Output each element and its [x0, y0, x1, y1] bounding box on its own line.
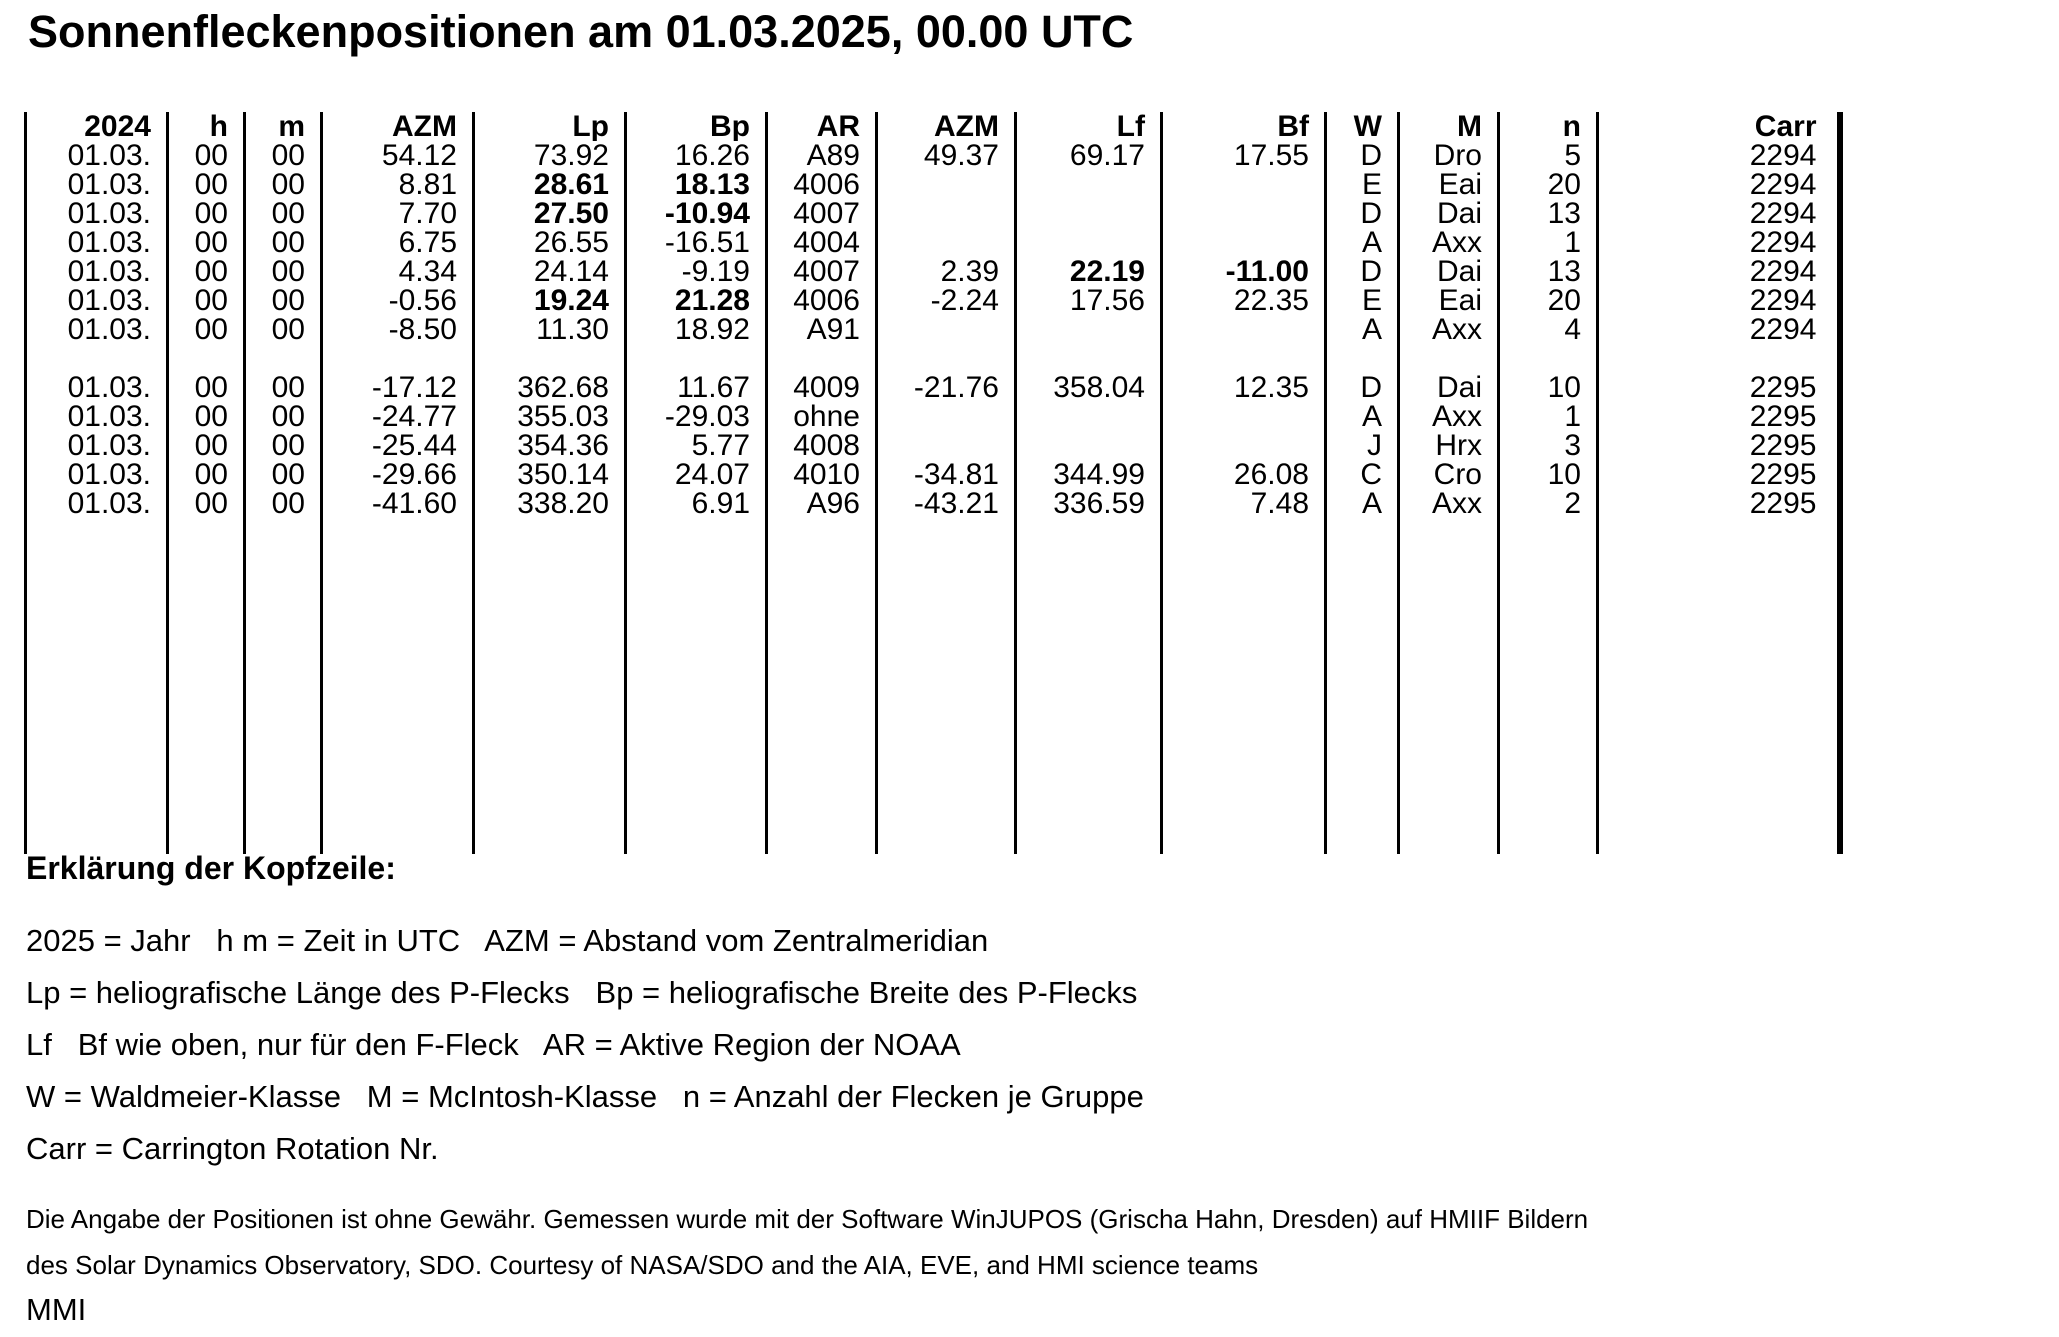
cell-lp: 362.68 — [474, 373, 626, 402]
cell-azm: 54.12 — [322, 141, 474, 170]
table-filler-row — [26, 518, 1840, 854]
cell-lf — [1016, 315, 1162, 344]
table-row — [26, 373, 1840, 402]
cell-2024: 01.03. — [26, 286, 168, 315]
table-header — [26, 112, 1840, 141]
cell-azm: -0.56 — [322, 286, 474, 315]
cell-azm-f — [877, 228, 1016, 257]
cell-2024: 01.03. — [26, 489, 168, 518]
cell-carr: 2295 — [1598, 489, 1840, 518]
cell-azm: -41.60 — [322, 489, 474, 518]
cell-2024: 01.03. — [26, 228, 168, 257]
filler-cell — [1326, 518, 1399, 854]
filler-cell — [1499, 518, 1598, 854]
filler-cell — [26, 518, 168, 854]
filler-cell — [168, 518, 245, 854]
cell-bf — [1162, 228, 1326, 257]
cell-w: E — [1326, 170, 1399, 199]
filler-cell — [1162, 518, 1326, 854]
cell-h: 00 — [168, 286, 245, 315]
cell-bf: 22.35 — [1162, 286, 1326, 315]
cell-n: 10 — [1499, 460, 1598, 489]
cell-azm: 7.70 — [322, 199, 474, 228]
cell-bp: 18.13 — [626, 170, 767, 199]
cell-bp: -10.94 — [626, 199, 767, 228]
cell-azm-f — [877, 199, 1016, 228]
page-title: Sonnenfleckenpositionen am 01.03.2025, 00.00 UTC — [28, 6, 1134, 57]
cell-azm-f: -43.21 — [877, 489, 1016, 518]
cell-bp: 21.28 — [626, 286, 767, 315]
table-body — [26, 141, 1840, 854]
table-row — [26, 460, 1840, 489]
column-header-bf: Bf — [1162, 112, 1326, 141]
cell-carr: 2295 — [1598, 402, 1840, 431]
cell-2024: 01.03. — [26, 373, 168, 402]
cell-ar: 4006 — [767, 170, 877, 199]
cell-m: Axx — [1399, 489, 1499, 518]
cell-n: 20 — [1499, 170, 1598, 199]
cell-m: Axx — [1399, 402, 1499, 431]
cell-azm-f: -34.81 — [877, 460, 1016, 489]
cell-2024: 01.03. — [26, 199, 168, 228]
cell-carr: 2294 — [1598, 170, 1840, 199]
cell-w: E — [1326, 286, 1399, 315]
cell-ar: A91 — [767, 315, 877, 344]
column-header-w: W — [1326, 112, 1399, 141]
cell-m: 00 — [245, 228, 322, 257]
cell-ar: 4008 — [767, 431, 877, 460]
cell-azm: 4.34 — [322, 257, 474, 286]
cell-m — [1399, 344, 1499, 373]
cell-m: 00 — [245, 199, 322, 228]
cell-azm-f — [877, 170, 1016, 199]
cell-n: 5 — [1499, 141, 1598, 170]
cell-carr: 2294 — [1598, 228, 1840, 257]
cell-azm: 8.81 — [322, 170, 474, 199]
cell-m: Axx — [1399, 315, 1499, 344]
cell-ar: ohne — [767, 402, 877, 431]
cell-h: 00 — [168, 373, 245, 402]
cell-ar: 4006 — [767, 286, 877, 315]
legend-lines — [26, 915, 1144, 1175]
cell-w: A — [1326, 315, 1399, 344]
legend-heading: Erklärung der Kopfzeile: — [26, 850, 396, 886]
table-row — [26, 431, 1840, 460]
cell-h: 00 — [168, 431, 245, 460]
cell-bp: 24.07 — [626, 460, 767, 489]
cell-bf: 7.48 — [1162, 489, 1326, 518]
footer-signature: MMI — [26, 1292, 87, 1327]
cell-azm-f: 2.39 — [877, 257, 1016, 286]
cell-azm: -25.44 — [322, 431, 474, 460]
cell-w: D — [1326, 257, 1399, 286]
cell-carr: 2295 — [1598, 460, 1840, 489]
cell-m: 00 — [245, 286, 322, 315]
cell-bp: -9.19 — [626, 257, 767, 286]
cell-lp: 24.14 — [474, 257, 626, 286]
cell-ar: 4007 — [767, 199, 877, 228]
cell-m: Hrx — [1399, 431, 1499, 460]
cell-carr: 2294 — [1598, 315, 1840, 344]
filler-cell — [877, 518, 1016, 854]
table-row — [26, 199, 1840, 228]
cell-h: 00 — [168, 315, 245, 344]
cell-carr: 2294 — [1598, 141, 1840, 170]
cell-n: 20 — [1499, 286, 1598, 315]
cell-w: C — [1326, 460, 1399, 489]
cell-lf: 22.19 — [1016, 257, 1162, 286]
cell-2024: 01.03. — [26, 315, 168, 344]
table-row — [26, 402, 1840, 431]
column-header-h: h — [168, 112, 245, 141]
cell-bf — [1162, 402, 1326, 431]
cell-m: 00 — [245, 373, 322, 402]
cell-azm: -24.77 — [322, 402, 474, 431]
cell-m: Cro — [1399, 460, 1499, 489]
cell-carr: 2294 — [1598, 257, 1840, 286]
cell-ar: A96 — [767, 489, 877, 518]
filler-cell — [767, 518, 877, 854]
cell-azm-f — [877, 315, 1016, 344]
legend-line-lf-bf-ar: Lf Bf wie oben, nur für den F-Fleck AR = Aktive Region der NOAA — [26, 1027, 961, 1062]
cell-2024 — [26, 344, 168, 373]
cell-bf — [1162, 344, 1326, 373]
cell-azm — [322, 344, 474, 373]
cell-bp: 16.26 — [626, 141, 767, 170]
filler-cell — [1016, 518, 1162, 854]
cell-azm-f: 49.37 — [877, 141, 1016, 170]
cell-lp: 28.61 — [474, 170, 626, 199]
cell-lp: 338.20 — [474, 489, 626, 518]
cell-carr: 2295 — [1598, 373, 1840, 402]
cell-h: 00 — [168, 199, 245, 228]
cell-bp: 18.92 — [626, 315, 767, 344]
legend-line-w-m-n: W = Waldmeier-Klasse M = McIntosh-Klasse n = Anzahl der Flecken je Gruppe — [26, 1079, 1144, 1114]
cell-ar: 4009 — [767, 373, 877, 402]
cell-m: 00 — [245, 489, 322, 518]
column-header-azm: AZM — [877, 112, 1016, 141]
table-row — [26, 315, 1840, 344]
cell-m: Dro — [1399, 141, 1499, 170]
cell-n: 1 — [1499, 228, 1598, 257]
table-row — [26, 228, 1840, 257]
positions-table — [24, 112, 1843, 854]
column-header-azm: AZM — [322, 112, 474, 141]
cell-azm-f — [877, 344, 1016, 373]
cell-ar — [767, 344, 877, 373]
cell-lp: 354.36 — [474, 431, 626, 460]
cell-m — [245, 344, 322, 373]
cell-m: 00 — [245, 170, 322, 199]
cell-bf — [1162, 315, 1326, 344]
table-row — [26, 489, 1840, 518]
cell-bf — [1162, 199, 1326, 228]
cell-ar: 4007 — [767, 257, 877, 286]
cell-w: D — [1326, 199, 1399, 228]
column-header-2024: 2024 — [26, 112, 168, 141]
cell-azm: -17.12 — [322, 373, 474, 402]
cell-bp: 6.91 — [626, 489, 767, 518]
cell-h: 00 — [168, 489, 245, 518]
cell-lf — [1016, 402, 1162, 431]
cell-lf: 336.59 — [1016, 489, 1162, 518]
cell-h: 00 — [168, 141, 245, 170]
table-row — [26, 141, 1840, 170]
cell-w: J — [1326, 431, 1399, 460]
cell-n: 4 — [1499, 315, 1598, 344]
column-header-ar: AR — [767, 112, 877, 141]
cell-ar: 4004 — [767, 228, 877, 257]
disclaimer-line-2: des Solar Dynamics Observatory, SDO. Courtesy of NASA/SDO and the AIA, EVE, and HMI science teams — [26, 1250, 1259, 1280]
cell-h: 00 — [168, 170, 245, 199]
filler-cell — [322, 518, 474, 854]
table-row — [26, 257, 1840, 286]
disclaimer — [26, 1196, 1588, 1288]
cell-2024: 01.03. — [26, 402, 168, 431]
cell-lf: 358.04 — [1016, 373, 1162, 402]
cell-lf — [1016, 170, 1162, 199]
cell-bp: -16.51 — [626, 228, 767, 257]
cell-carr: 2294 — [1598, 286, 1840, 315]
cell-n: 10 — [1499, 373, 1598, 402]
cell-lf — [1016, 228, 1162, 257]
cell-m: Dai — [1399, 373, 1499, 402]
cell-bf: 12.35 — [1162, 373, 1326, 402]
cell-m: 00 — [245, 402, 322, 431]
cell-bf — [1162, 170, 1326, 199]
filler-cell — [626, 518, 767, 854]
cell-n: 13 — [1499, 257, 1598, 286]
column-header-n: n — [1499, 112, 1598, 141]
cell-w: A — [1326, 228, 1399, 257]
cell-bf: 26.08 — [1162, 460, 1326, 489]
cell-n — [1499, 344, 1598, 373]
cell-lp: 19.24 — [474, 286, 626, 315]
column-header-m: m — [245, 112, 322, 141]
cell-lf — [1016, 431, 1162, 460]
cell-m: Dai — [1399, 257, 1499, 286]
cell-2024: 01.03. — [26, 431, 168, 460]
cell-lp — [474, 344, 626, 373]
cell-bp: -29.03 — [626, 402, 767, 431]
cell-azm-f: -2.24 — [877, 286, 1016, 315]
positions-table-container — [24, 112, 1843, 854]
filler-cell — [245, 518, 322, 854]
cell-bp: 5.77 — [626, 431, 767, 460]
legend-line-lp-bp: Lp = heliografische Länge des P-Flecks Bp = heliografische Breite des P-Flecks — [26, 975, 1138, 1010]
cell-m: Dai — [1399, 199, 1499, 228]
cell-m: 00 — [245, 460, 322, 489]
cell-m: Axx — [1399, 228, 1499, 257]
cell-azm-f — [877, 402, 1016, 431]
filler-cell — [474, 518, 626, 854]
cell-2024: 01.03. — [26, 257, 168, 286]
cell-lf: 17.56 — [1016, 286, 1162, 315]
cell-azm: -29.66 — [322, 460, 474, 489]
column-header-bp: Bp — [626, 112, 767, 141]
cell-carr — [1598, 344, 1840, 373]
column-header-lf: Lf — [1016, 112, 1162, 141]
cell-carr: 2294 — [1598, 199, 1840, 228]
cell-azm-f — [877, 431, 1016, 460]
cell-bp: 11.67 — [626, 373, 767, 402]
cell-ar: 4010 — [767, 460, 877, 489]
cell-2024: 01.03. — [26, 170, 168, 199]
cell-bf — [1162, 431, 1326, 460]
filler-cell — [1598, 518, 1840, 854]
cell-n: 3 — [1499, 431, 1598, 460]
column-header-lp: Lp — [474, 112, 626, 141]
cell-azm-f: -21.76 — [877, 373, 1016, 402]
legend-line-carr: Carr = Carrington Rotation Nr. — [26, 1131, 439, 1166]
cell-m: 00 — [245, 315, 322, 344]
cell-w: D — [1326, 141, 1399, 170]
table-row — [26, 286, 1840, 315]
cell-w: A — [1326, 489, 1399, 518]
cell-lp: 26.55 — [474, 228, 626, 257]
cell-m: Eai — [1399, 286, 1499, 315]
cell-2024: 01.03. — [26, 141, 168, 170]
cell-bf: 17.55 — [1162, 141, 1326, 170]
cell-h: 00 — [168, 402, 245, 431]
column-header-m: M — [1399, 112, 1499, 141]
cell-m: 00 — [245, 257, 322, 286]
cell-m: Eai — [1399, 170, 1499, 199]
cell-lp: 350.14 — [474, 460, 626, 489]
cell-w: A — [1326, 402, 1399, 431]
cell-lp: 73.92 — [474, 141, 626, 170]
cell-lp: 355.03 — [474, 402, 626, 431]
disclaimer-line-1: Die Angabe der Positionen ist ohne Gewähr. Gemessen wurde mit der Software WinJUPOS (Grischa Hahn, Dresden) auf HMIIF Bildern — [26, 1204, 1589, 1234]
cell-w: D — [1326, 373, 1399, 402]
cell-lp: 11.30 — [474, 315, 626, 344]
cell-m: 00 — [245, 431, 322, 460]
filler-cell — [1399, 518, 1499, 854]
cell-h — [168, 344, 245, 373]
spacer-row — [26, 344, 1840, 373]
cell-lf: 344.99 — [1016, 460, 1162, 489]
cell-lf — [1016, 344, 1162, 373]
cell-lp: 27.50 — [474, 199, 626, 228]
legend-line-year: 2025 = Jahr h m = Zeit in UTC AZM = Abstand vom Zentralmeridian — [26, 923, 989, 958]
cell-n: 1 — [1499, 402, 1598, 431]
cell-bp — [626, 344, 767, 373]
cell-lf: 69.17 — [1016, 141, 1162, 170]
cell-lf — [1016, 199, 1162, 228]
cell-bf: -11.00 — [1162, 257, 1326, 286]
table-header-row — [26, 112, 1840, 141]
cell-carr: 2295 — [1598, 431, 1840, 460]
table-row — [26, 170, 1840, 199]
cell-w — [1326, 344, 1399, 373]
cell-2024: 01.03. — [26, 460, 168, 489]
cell-n: 2 — [1499, 489, 1598, 518]
cell-n: 13 — [1499, 199, 1598, 228]
column-header-carr: Carr — [1598, 112, 1840, 141]
cell-h: 00 — [168, 257, 245, 286]
cell-m: 00 — [245, 141, 322, 170]
cell-azm: 6.75 — [322, 228, 474, 257]
cell-ar: A89 — [767, 141, 877, 170]
cell-azm: -8.50 — [322, 315, 474, 344]
cell-h: 00 — [168, 460, 245, 489]
cell-h: 00 — [168, 228, 245, 257]
